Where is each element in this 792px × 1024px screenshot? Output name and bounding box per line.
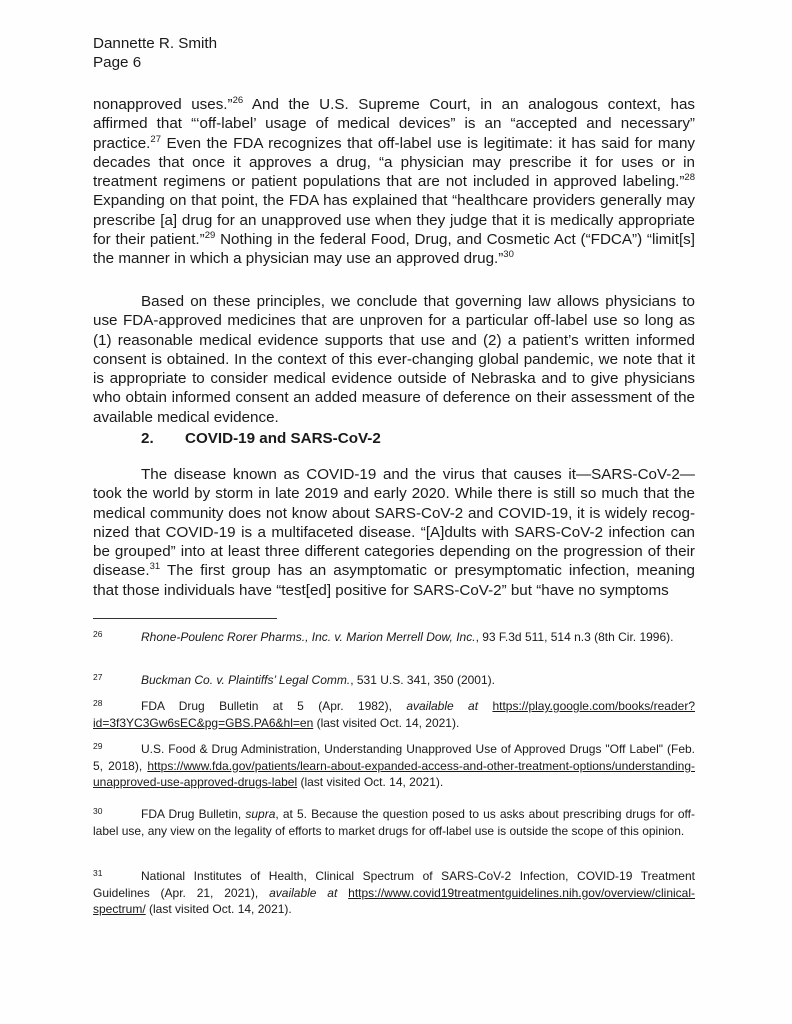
text-run: The disease known as COVID-19 and the virus that causes it—SARS-CoV-2—took the world by storm in late 2019 and early 2020. While there is still so much that the medical community does not know about SARS-CoV-2 and COVID-19, it is widely recognized that COVID-19 is a multifaceted disease. “[A]dults with SARS-CoV-2 infection can be grouped” into at least three different categories depending on the progression of their disease. [93, 466, 695, 580]
citation-signal: supra [245, 807, 276, 821]
paragraph-off-label-use [93, 95, 695, 269]
footnote-ref-27[interactable]: 27 [150, 133, 161, 145]
text-run: nonapproved uses.” [93, 96, 233, 113]
section-title: COVID-19 and SARS-CoV-2 [185, 430, 381, 447]
citation-text: , at 5. Because the question posed to us asks about prescribing drugs for off-label use, any view on the legality of efforts to market drugs for off-label use is outside the scope of this opinion. [93, 807, 695, 838]
citation-text: (last visited Oct. 14, 2021). [313, 715, 460, 730]
page-number: Page 6 [93, 54, 142, 71]
footnote-ref-26[interactable]: 26 [232, 95, 244, 106]
text-run: Expanding on that point, the FDA has explained that “healthcare providers generally may prescribe [a] drug for an unapproved use when they judge that it is medically appropriate for their patient.” [93, 192, 695, 249]
citation-text: FDA Drug Bulletin at 5 (Apr. 1982), [141, 699, 407, 713]
text-run: Even the FDA recognizes that off-label use is legitimate: it has said for many decades that once it approves a drug, “a physician may prescribe it for uses or in treatment regimens or patient populations that are not included in approved labeling.” [93, 134, 695, 191]
section-number: 2. [141, 430, 154, 447]
paragraph-conclusion: Based on these principles, we conclude that governing law allows physicians to use FDA-approved medicines that are unproven for a particular off-label use so long as (1) reasonable medical evidence supports that use and (2) a patient’s written informed consent is obtained. In the context of this ever-changing global pandemic, we note that it is appropriate to consider medical evidence outside of Nebraska and to give physicians who obtain informed consent an added measure of deference on their assessment of the available medical evidence. [93, 293, 695, 426]
citation-signal: available at [269, 885, 338, 900]
citation-text: (last visited Oct. 14, 2021). [145, 902, 292, 916]
footnote-31: 31 National Institutes of Health, Clinical Spectrum of SARS-CoV-2 Infection, COVID-19 Treatment Guidelines (Apr. 21, 2021), available at https://www.covid19treatmentguidelines.nih.gov/overview/clinical-spectrum/ (last visited Oct. 14, 2021). [93, 868, 695, 916]
text-run: The first group has an asymptomatic or presymptomatic infection, meaning that those individuals have “test[ed] positive for SARS-CoV-2” but “have no symptoms [93, 562, 695, 599]
letter-header [93, 34, 217, 72]
footnote-29: 29 U.S. Food & Drug Administration, Understanding Unapproved Use of Approved Drugs "Off Label" (Feb. 5, 2018), https://www.fda.gov/patients/learn-about-expanded-access-and-other-treatment-options/understanding-unapproved-use-approved-drugs-label (last visited Oct. 14, 2021). [93, 741, 695, 789]
footnote-28: 28 FDA Drug Bulletin at 5 (Apr. 1982), available at https://play.google.com/books/reader?id=3f3YC3Gw6sEC&pg=GBS.PA6&hl=en (last visited Oct. 14, 2021). [93, 698, 696, 730]
section-heading [141, 430, 381, 447]
citation-text: U.S. Food & Drug Administration, Understanding Unapproved Use of Approved Drugs "Off Label" (Feb. 5, 2018), [93, 742, 695, 773]
footnote-30: 30 FDA Drug Bulletin, supra, at 5. Because the question posed to us asks about prescribing drugs for off-label use, any view on the legality of efforts to market drugs for off-label use is outside the scope of this opinion. [93, 806, 695, 838]
footnote-ref-28[interactable]: 28 [684, 172, 695, 184]
footnote-link[interactable]: https://play.google.com/books/reader?id=3f3YC3Gw6sEC&pg=GBS.PA6&hl=en [93, 699, 696, 730]
footnote-ref-30[interactable]: 30 [503, 249, 514, 261]
citation-text: FDA Drug Bulletin, [141, 807, 246, 821]
case-name: Rhone-Poulenc Rorer Pharms., Inc. v. Marion Merrell Dow, Inc. [141, 630, 476, 644]
citation-text: (last visited Oct. 14, 2021). [297, 775, 444, 789]
footnote-27: 27 Buckman Co. v. Plaintiffs’ Legal Comm., 531 U.S. 341, 350 (2001). [93, 672, 495, 687]
footnote-link[interactable]: https://www.covid19treatmentguidelines.nih.gov/overview/clinical-spectrum/ [93, 885, 695, 916]
footnote-ref-29[interactable]: 29 [204, 230, 216, 242]
recipient-name: Dannette R. Smith [93, 35, 218, 52]
citation-text: National Institutes of Health, Clinical Spectrum of SARS-CoV-2 Infection, COVID-19 Treatment Guidelines (Apr. 21, 2021), [93, 869, 695, 900]
citation-text: , 93 F.3d 511, 514 n.3 (8th Cir. 1996). [475, 630, 674, 644]
text-run: And the U.S. Supreme Court, in an analogous context, has affirmed that “‘off-label’ usage of medical devices” is an “accepted and necessary” practice. [93, 96, 696, 152]
citation-signal: available at [406, 699, 479, 713]
footnote-separator [93, 618, 277, 619]
text-run: Nothing in the federal Food, Drug, and Cosmetic Act (“FDCA”) “limit[s] the manner in which a physician may use an approved drug.” [93, 231, 695, 268]
footnote-26: 26 Rhone-Poulenc Rorer Pharms., Inc. v. Marion Merrell Dow, Inc., 93 F.3d 511, 514 n.3 (8th Cir. 1996). [93, 629, 674, 644]
case-name: Buckman Co. v. Plaintiffs’ Legal Comm. [141, 673, 351, 687]
paragraph-covid [93, 465, 695, 600]
footnote-ref-31[interactable]: 31 [149, 561, 161, 573]
citation-text: , 531 U.S. 341, 350 (2001). [350, 673, 495, 687]
footnote-link[interactable]: https://www.fda.gov/patients/learn-about-expanded-access-and-other-treatment-options/understanding-unapproved-use-approved-drugs-label [93, 758, 695, 789]
